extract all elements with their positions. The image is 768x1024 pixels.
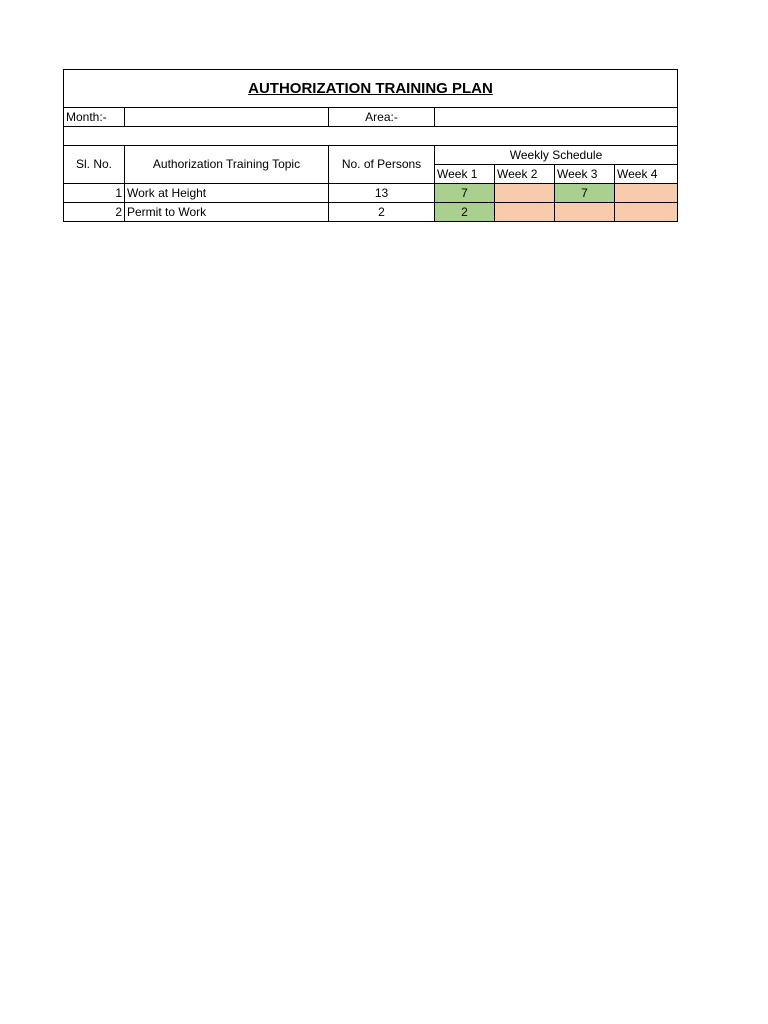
header-week-3: Week 3 [555, 165, 615, 184]
row-persons: 2 [329, 203, 435, 222]
row-week-2[interactable] [495, 184, 555, 203]
row-week-2[interactable] [495, 203, 555, 222]
row-week-4[interactable] [615, 184, 678, 203]
blank-row [64, 127, 678, 146]
row-week-3[interactable]: 7 [555, 184, 615, 203]
area-label: Area:- [329, 108, 435, 127]
table-row [64, 203, 678, 222]
header-week-2: Week 2 [495, 165, 555, 184]
row-sl-no: 2 [64, 203, 125, 222]
row-topic: Work at Height [125, 184, 329, 203]
area-value[interactable] [435, 108, 678, 127]
header-persons: No. of Persons [329, 146, 435, 184]
header-sl-no: Sl. No. [64, 146, 125, 184]
blank-cell [64, 127, 678, 146]
training-plan-table [63, 69, 678, 222]
month-value[interactable] [125, 108, 329, 127]
info-row [64, 108, 678, 127]
header-topic: Authorization Training Topic [125, 146, 329, 184]
document-title: AUTHORIZATION TRAINING PLAN [64, 70, 678, 108]
header-row [64, 146, 678, 165]
table-row [64, 184, 678, 203]
row-persons: 13 [329, 184, 435, 203]
header-weekly-schedule: Weekly Schedule [435, 146, 678, 165]
row-week-4[interactable] [615, 203, 678, 222]
header-week-1: Week 1 [435, 165, 495, 184]
header-week-4: Week 4 [615, 165, 678, 184]
month-label: Month:- [64, 108, 125, 127]
row-sl-no: 1 [64, 184, 125, 203]
row-week-1[interactable]: 7 [435, 184, 495, 203]
row-week-1[interactable]: 2 [435, 203, 495, 222]
row-week-3[interactable] [555, 203, 615, 222]
title-row [64, 70, 678, 108]
row-topic: Permit to Work [125, 203, 329, 222]
